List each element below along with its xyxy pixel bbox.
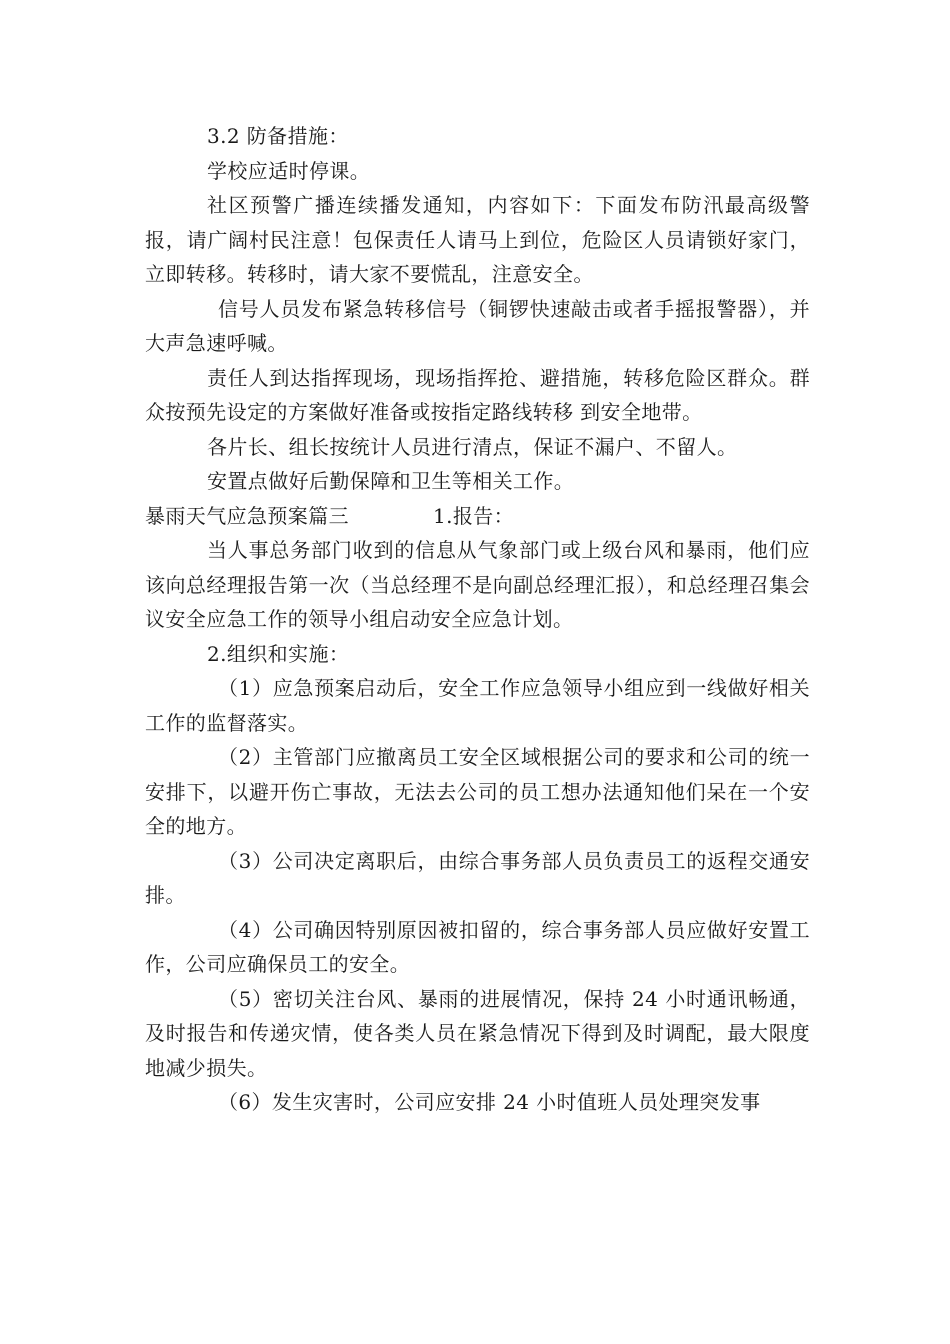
document-body bbox=[145, 119, 810, 1120]
paragraph-shelter-logistics: 安置点做好后勤保障和卫生等相关工作。 bbox=[207, 469, 575, 493]
list-item-4: （4）公司确因特别原因被扣留的，综合事务部人员应做好安置工作，公司应确保员工的安全。 bbox=[145, 917, 810, 976]
list-item-1: （1）应急预案启动后，安全工作应急领导小组应到一线做好相关工作的监督落实。 bbox=[145, 676, 810, 735]
paragraph-community-broadcast: 社区预警广播连续播发通知，内容如下：下面发布防汛最高级警报，请广阔村民注意！包保责任人请马上到位，危险区人员请锁好家门，立即转移。转移时，请大家不要慌乱，注意安全。 bbox=[145, 193, 810, 286]
list-item-6: （6）发生灾害时，公司应安排 24 小时值班人员处理突发事 bbox=[218, 1090, 761, 1114]
paragraph-headcount: 各片长、组长按统计人员进行清点，保证不漏户、不留人。 bbox=[207, 434, 738, 459]
list-item-2: （2）主管部门应撤离员工安全区域根据公司的要求和公司的统一安排下，以避开伤亡事故，无法去公司的员工想办法通知他们呆在一个安全的地方。 bbox=[145, 745, 810, 838]
section-subtitle: 1.报告： bbox=[433, 503, 515, 528]
section-title: 暴雨天气应急预案篇三 bbox=[145, 503, 349, 528]
paragraph-responsible-person: 责任人到达指挥现场，现场指挥抢、避措施，转移危险区群众。群众按预先设定的方案做好准备或按指定路线转移 到安全地带。 bbox=[145, 365, 810, 424]
section-heading-3-2: 3.2 防备措施： bbox=[207, 124, 349, 148]
paragraph-suspend-classes: 学校应适时停课。 bbox=[207, 158, 371, 183]
list-item-3: （3）公司决定离职后，由综合事务部人员负责员工的返程交通安排。 bbox=[145, 848, 810, 907]
paragraph-report: 当人事总务部门收到的信息从气象部门或上级台风和暴雨，他们应该向总经理报告第一次（当总经理不是向副总经理汇报），和总经理召集会议安全应急工作的领导小组启动安全应急计划。 bbox=[145, 538, 810, 631]
paragraph-signal-personnel: 信号人员发布紧急转移信号（铜锣快速敲击或者手摇报警器），并大声急速呼喊。 bbox=[145, 296, 810, 355]
list-item-5: （5）密切关注台风、暴雨的进展情况，保持 24 小时通讯畅通，及时报告和传递灾情，使各类人员在紧急情况下得到及时调配，最大限度地减少损失。 bbox=[145, 986, 810, 1080]
section-heading-row bbox=[145, 499, 810, 534]
subheading-organization: 2.组织和实施： bbox=[207, 641, 350, 666]
